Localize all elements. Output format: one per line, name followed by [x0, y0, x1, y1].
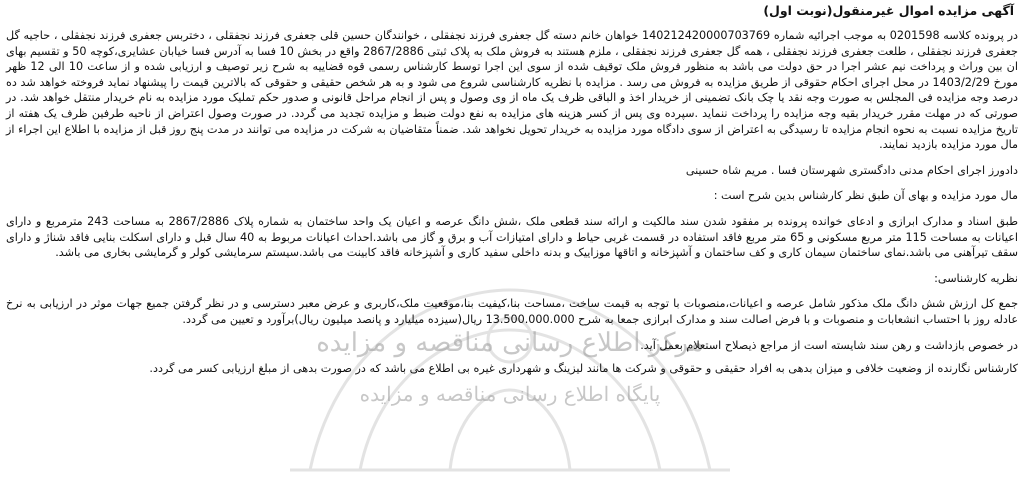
expert-heading: نظریه کارشناسی: [934, 271, 1018, 285]
notice-title: آگهی مزایده اموال غیرمنقول(نوبت اول) [763, 3, 1014, 18]
watermark-text-main: مرکز اطلاع رسانی مناقصه و مزایده [316, 328, 704, 358]
watermark-text-sub: پایگاه اطلاع رسانی مناقصه و مزایده [359, 382, 661, 406]
note-paragraph-1: در خصوص بازداشت و رهن سند شایسته است از مراجع ذیصلاح استعلام بعمل آید. [640, 338, 1018, 352]
property-description: طبق اسناد و مدارک ابرازی و ادعای خوانده پرونده بر مفقود شدن سند مالکیت و ارائه سند قطعی ملک ،شش دانگ عرصه و اعیان یک واحد ساختمان به شماره پلاک 2867/2886 به مساحت 243 مترمربع و دارای اعیانات به مساحت 115 متر مربع مسکونی و 65 متر مربع فاقد استفاده در قسمت غربی حیاط و دارای امتیازات آب و برق و گاز می باشد.احداث اعیانات مربوط به 40 سال قبل و دارای اسکلت بنایی فاقد شناژ و دارای سقف تیرآهنی می باشد.نمای ساختمان سیمان کاری و کف ساختمان و آشپزخانه و اتاقها موزاییک و بدنه داخلی سفید کاری و آشپزخانه فاقد کابینت می باشد.سیستم سرمایشی کولر و گرمایشی بخاری می باشد. [6, 214, 1018, 260]
section-heading: مال مورد مزایده و بهای آن طبق نظر کارشناس بدین شرح است : [713, 189, 1018, 203]
intro-paragraph: در پرونده کلاسه 0201598 به موجب اجرائیه شماره 140212420000703769 خواهان خانم دسته گل جعفری فرزند نجفقلی ، خوانندگان حسین قلی جعفری فرزند نجفقلی ، دختربس جعفری فرزند نجفقلی ، حاجیه گل جعفری فرزند نجفقلی ، طلعت جعفری فرزند نجفقلی ، همه گل جعفری فرزند نجفقلی ، ملزم هستند به فروش ملک به پلاک ثبتی 2867/2886 واقع در بخش 10 فسا به آدرس فسا خیابان عشایری،کوچه 50 و تقسیم بهای ان بین وراث و پرداخت نیم عشر اجرا در حق دولت می باشد به منظور فروش ملک توقیف شده از سوی این اجرا توسط کارشناس رسمی قوه قضاییه به شرح زیر توصیف و ارزیابی شده و از ساعت 10 الی 12 ظهر مورخ 1403/2/29 در محل اجرای احکام حقوقی از طریق مزایده به فروش می رسد . مزایده با نظریه کارشناسی شروع می شود و به هر شخص حقیقی و حقوقی که بالاترین قیمت را پیشنهاد نماید فروخته خواهد شد ده درصد وجه مزایده فی المجلس به صورت وجه نقد یا چک بانک تضمینی از خریدار اخذ و الباقی ظرف یک ماه از وی وصول و پس از انجام مراحل قانونی و صدور حکم تملیک مورد مزایده به نام خریدار منتقل خواهد شد. در صورتی که در مهلت مقرر خریدار بقیه وجه مزایده را پرداخت ننماید .سپرده وی پس از کسر هزینه های مزایده به نفع دولت ضبط و مزایده تجدید می گردد. در صورت وصول اعتراض از ناحیه طرفین ظرف یک هفته از تاریخ مزایده نسبت به نحوه انجام مزایده تا رسیدگی به اعتراض از سوی دادگاه مورد مزایده به خریدار تحویل نخواهد شد. ضمناً متقاضیان به شرکت در مزایده می توانند در مدت پنج روز قبل از مزایده با اطلاع این اجراء از مال مورد مزایده بازدید نمایند. [6, 29, 1019, 152]
note-paragraph-2: کارشناس نگارنده از وضعیت خلافی و میزان بدهی به افراد حقیقی و حقوقی و شرکت ها مانند لیزینگ و شهرداری غیره بی اطلاع می باشد که در صورت بدهی از مبلغ ارزیابی کسر می گردد. [149, 362, 1018, 376]
officer-signature: دادورز اجرای احکام مدنی دادگستری شهرستان فسا . مریم شاه حسینی [685, 163, 1018, 177]
expert-opinion: جمع کل ارزش شش دانگ ملک مذکور شامل عرصه و اعیانات،منصوبات با توجه به قیمت ساخت ،مساحت بنا،کیفیت بنا،موقعیت ملک،کاربری و عرض معبر دسترسی و در نظر گرفتن جمیع جهات موثر در ارزیابی به نرخ عادله روز با احتساب انشعابات و منصوبات و با فرض اصالت سند و مدارک ابرازی جمعا به شرح 13.500.000.000 ریال(سیزده میلیارد و پانصد میلیون ریال)برآورد و تعیین می گردد. [6, 297, 1018, 326]
